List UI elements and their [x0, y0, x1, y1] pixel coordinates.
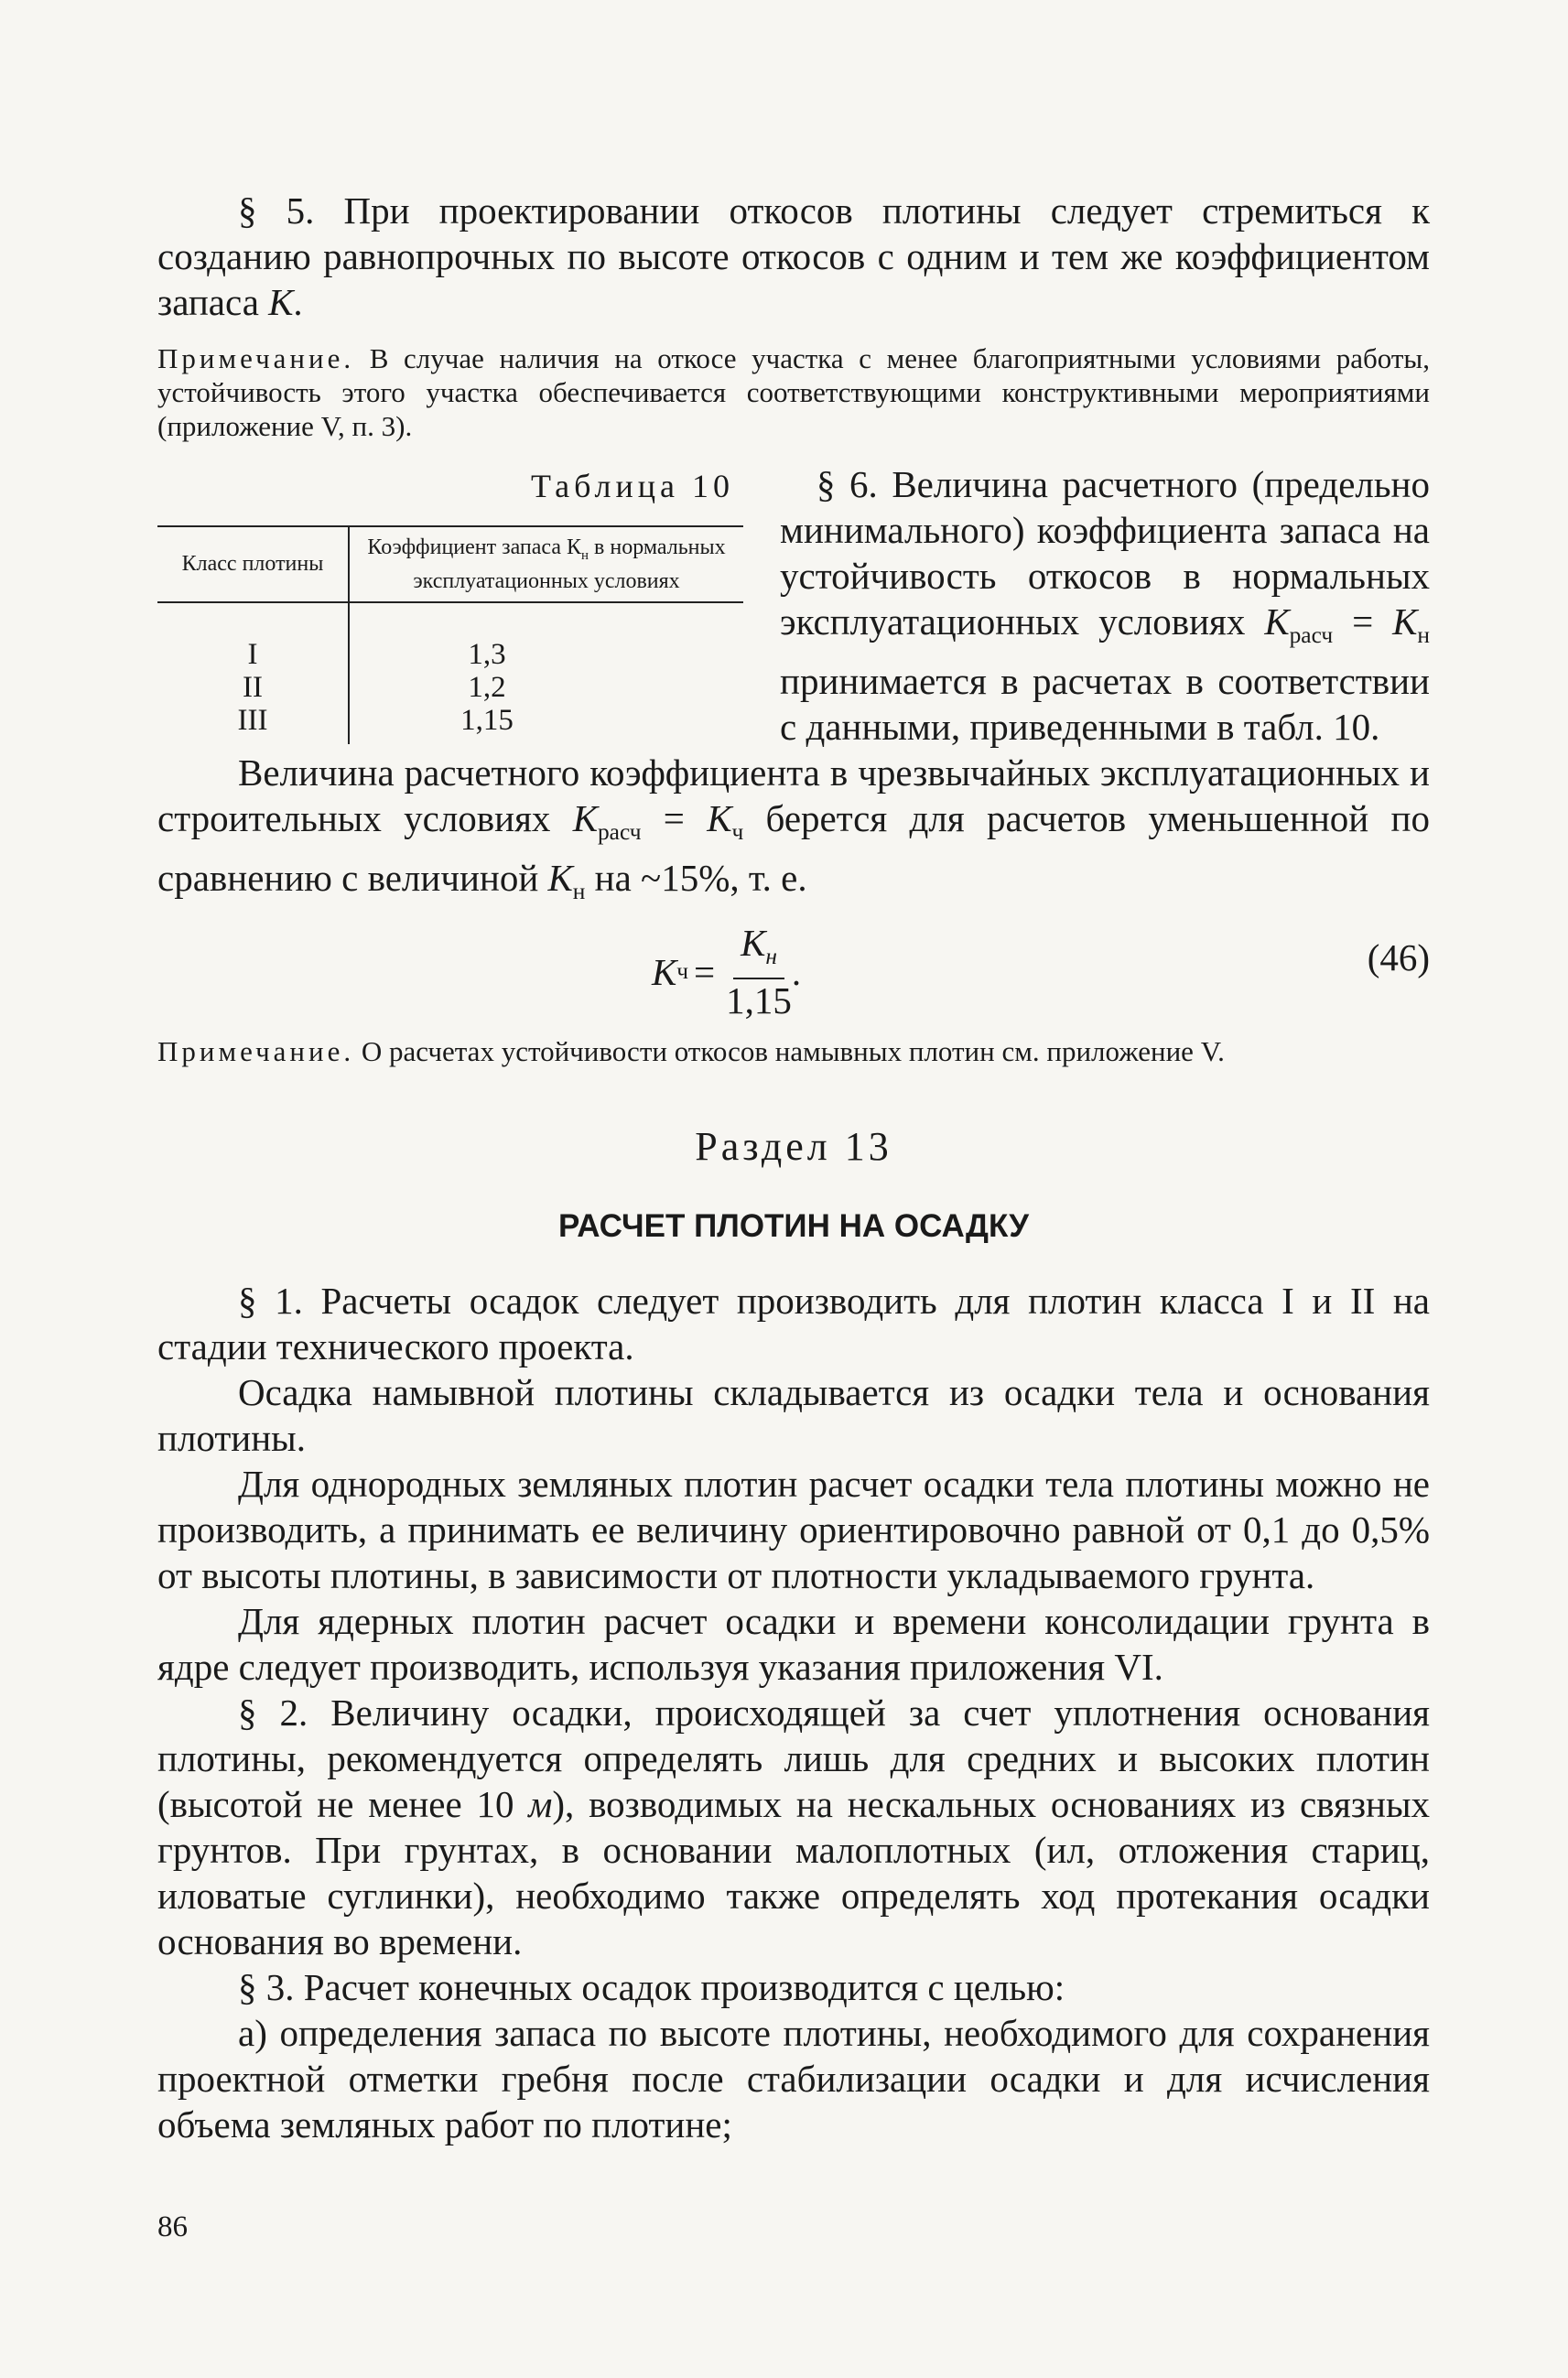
- paragraph-core: Для ядерных плотин расчет осадки и времени консолидации грунта в ядре следует производить, используя указания приложения VI.: [157, 1599, 1430, 1688]
- paragraph-s6: [780, 461, 1430, 750]
- note-2-label: Примечание.: [157, 1034, 355, 1067]
- formula-dot: .: [791, 950, 802, 993]
- header-coef-a: Коэффициент запаса К: [367, 535, 582, 559]
- k-sub: расч: [597, 819, 642, 846]
- k-symbol: К: [707, 797, 732, 840]
- formula-lhs: К: [652, 950, 677, 993]
- s6-b: принимается в расчетах в соответствии с данными, приведенными в табл. 10.: [780, 660, 1430, 749]
- paragraph-homogeneous: Для однородных земляных плотин расчет осадки тела плотины можно не производить, а принимать ее величину ориентировочно равной от 0,1 до 0,5% от высоты плотины, в зависимости от плотности укладываемого грунта.: [157, 1462, 1430, 1596]
- s6-a: § 6. Величина расчетного (предельно минимального) коэффициента запаса на устойчивость откосов в нормальных эксплуатационных условиях: [780, 463, 1430, 643]
- paragraph-s3a: а) определения запаса по высоте плотины, необходимого для сохранения проектной отметки гребня после стабилизации осадки и для исчисления объема земляных работ по плотине;: [157, 2011, 1430, 2146]
- header-class: Класс плотины: [157, 526, 349, 602]
- paragraph-s1: § 1. Расчеты осадок следует производить для плотин класса I и II на стадии технического проекта.: [157, 1279, 1430, 1367]
- formula-lhs-sub: ч: [676, 958, 689, 985]
- class-cell: II: [243, 670, 263, 704]
- paragraph-s3: § 3. Расчет конечных осадок производится с целью:: [238, 1965, 1065, 2008]
- formula-46: [157, 921, 1430, 1022]
- value-cell: 1,15: [460, 703, 514, 737]
- table-title: Таблица 10: [531, 468, 734, 504]
- table-and-s6: [157, 461, 1430, 750]
- s2-b: ), возводимых на нескальных основаниях из связных грунтов. При грунтах, в основании малоплотных (ил, отложения стариц, иловатые суглинки), необходимо также определять ход протекания осадки основания во времени.: [157, 1782, 1431, 1962]
- formula-num-k: К: [741, 921, 766, 964]
- formula-body: [652, 921, 802, 1022]
- equals: =: [1333, 600, 1393, 643]
- formula-num-sub: н: [765, 944, 777, 970]
- emerg-a: Величина расчетного коэффициента в чрезвычайных эксплуатационных и строительных условиях: [157, 751, 1430, 840]
- class-cell: I: [247, 637, 258, 671]
- header-coef-sub: н: [581, 547, 589, 563]
- note-2-text: О расчетах устойчивости откосов намывных плотин см. приложение V.: [354, 1034, 1225, 1067]
- class-cell: III: [237, 703, 268, 737]
- k-symbol: К: [572, 797, 598, 840]
- emerg-c: на ~15%, т. е.: [585, 857, 807, 900]
- k-sub: н: [1417, 622, 1431, 649]
- page-content: [157, 188, 1430, 2147]
- paragraph-emergency: [157, 750, 1430, 914]
- formula-equals: =: [694, 950, 716, 993]
- table-10: [157, 461, 752, 750]
- value-column: [349, 602, 743, 744]
- s2-a: § 2. Величину осадки, происходящей за счет уплотнения основания плотины, рекомендуется определять лишь для средних и высоких плотин (высотой не менее 10: [157, 1691, 1430, 1825]
- formula-number: (46): [1367, 935, 1430, 978]
- s5-end: .: [293, 281, 303, 323]
- page-number: 86: [157, 2210, 188, 2243]
- section-title: Раздел 13: [695, 1123, 892, 1169]
- header-coef-b: в нормальных эксплуатационных условиях: [413, 535, 726, 593]
- section-subtitle: РАСЧЕТ ПЛОТИН НА ОСАДКУ: [557, 1207, 1029, 1244]
- formula-fraction: [726, 922, 792, 1021]
- paragraph-s5: [157, 188, 1430, 325]
- paragraph-s2: [157, 1690, 1430, 1964]
- formula-numerator: [733, 922, 784, 979]
- s5-text: § 5. При проектировании откосов плотины следует стремиться к созданию равнопрочных по высоте откосов с одним и тем же коэффициентом запаса: [157, 189, 1430, 323]
- equals: =: [641, 797, 708, 840]
- s6-text: [780, 461, 1430, 750]
- k-symbol: К: [547, 857, 573, 900]
- emerg-b: берется для расчетов уменьшенной по сравнению с величиной: [157, 797, 1430, 900]
- class-column: [157, 602, 349, 744]
- note-2: [157, 1034, 1430, 1068]
- k-symbol: К: [1264, 600, 1290, 643]
- k-symbol: К: [268, 281, 294, 323]
- note-1: [157, 341, 1430, 443]
- coefficient-table: [157, 525, 743, 744]
- k-sub: ч: [731, 819, 744, 846]
- note-1-text: В случае наличия на откосе участка с менее благоприятными условиями работы, устойчивость этого участка обеспечивается соответствующими конструктивными мероприятиями (приложение V, п. 3).: [157, 342, 1430, 442]
- value-cell: 1,2: [468, 670, 506, 704]
- k-symbol: К: [1392, 600, 1418, 643]
- value-cell: 1,3: [468, 637, 506, 671]
- k-sub: расч: [1289, 622, 1334, 649]
- formula-denominator: 1,15: [726, 979, 792, 1022]
- header-coefficient: [349, 526, 743, 602]
- unit-meter: м: [528, 1782, 553, 1825]
- paragraph-settlement: Осадка намывной плотины складывается из осадки тела и основания плотины.: [157, 1370, 1430, 1459]
- k-sub: н: [572, 879, 586, 905]
- note-1-label: Примечание.: [157, 342, 355, 374]
